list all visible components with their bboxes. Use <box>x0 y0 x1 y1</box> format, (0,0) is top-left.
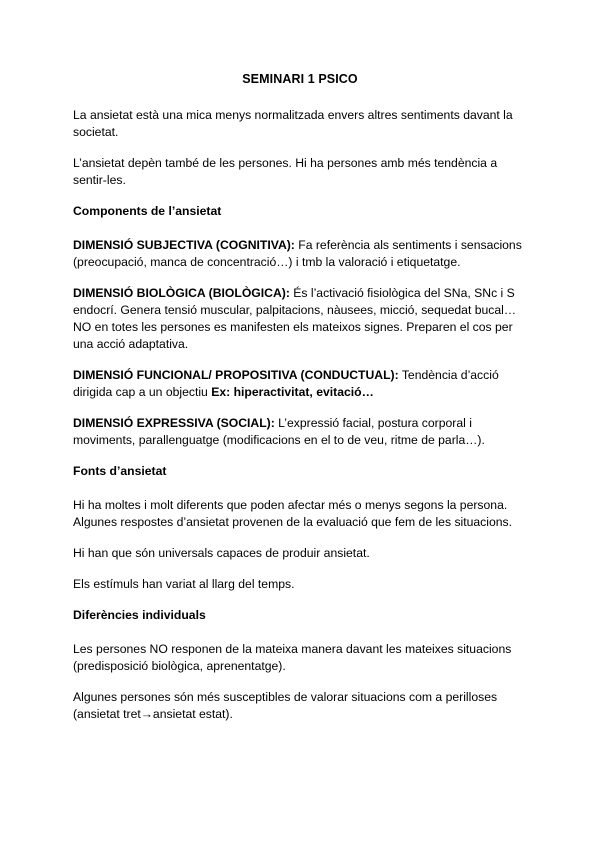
dimension-subjectiva <box>73 237 533 271</box>
dimension-label: DIMENSIÓ SUBJECTIVA (COGNITIVA): <box>73 238 295 252</box>
section-heading-diferencies: Diferències individuals <box>73 608 206 622</box>
dimension-text: Tendència d’acció dirigida cap a un objectiu <box>73 368 499 399</box>
paragraph: La ansietat està una mica menys normalitzada envers altres sentiments davant la societat. <box>73 108 513 139</box>
dimension-text: L’expressió facial, postura corporal i moviments, parallenguatge (modificacions en el to de veu, ritme de parla…). <box>73 416 485 447</box>
paragraph: Algunes persones són més susceptibles de valorar situacions com a perilloses (ansietat tret→ansietat estat). <box>73 690 498 721</box>
document-title: SEMINARI 1 PSICO <box>242 72 358 86</box>
paragraph: Hi han que són universals capaces de produir ansietat. <box>73 546 370 560</box>
dimension-funcional <box>73 367 533 401</box>
dimension-expressiva <box>73 415 533 449</box>
section-heading-fonts: Fonts d’ansietat <box>73 464 167 478</box>
dimension-label: DIMENSIÓ EXPRESSIVA (SOCIAL): <box>73 416 275 430</box>
paragraph: Hi ha moltes i molt diferents que poden afectar més o menys segons la persona. Algunes respostes d’ansietat provenen de la evaluació que fem de les situacions. <box>73 498 513 529</box>
paragraph: Les persones NO responen de la mateixa manera davant les mateixes situacions (predisposició biològica, aprenentatge). <box>73 642 512 673</box>
dimension-label: DIMENSIÓ BIOLÒGICA (BIOLÒGICA): <box>73 286 290 300</box>
section-heading-components: Components de l’ansietat <box>73 204 222 218</box>
document-body <box>73 107 533 737</box>
paragraph: L’ansietat depèn també de les persones. Hi ha persones amb més tendència a sentir-les. <box>73 156 498 187</box>
dimension-text: Fa referència als sentiments i sensacions (preocupació, manca de concentració…) i tmb la valoració i etiquetatge. <box>73 238 522 269</box>
dimension-text: És l’activació fisiològica del SNa, SNc i S endocrí. Genera tensió muscular, palpitacions, nàusees, micció, sequedat bucal… NO en totes les persones es manifesten els mateixos signes. Preparen el cos per una acció adaptativa. <box>73 286 517 351</box>
dimension-example: Ex: hiperactivitat, evitació… <box>211 385 374 399</box>
paragraph: Els estímuls han variat al llarg del temps. <box>73 577 295 591</box>
dimension-biologica <box>73 285 533 353</box>
dimension-label: DIMENSIÓ FUNCIONAL/ PROPOSITIVA (CONDUCTUAL): <box>73 368 399 382</box>
